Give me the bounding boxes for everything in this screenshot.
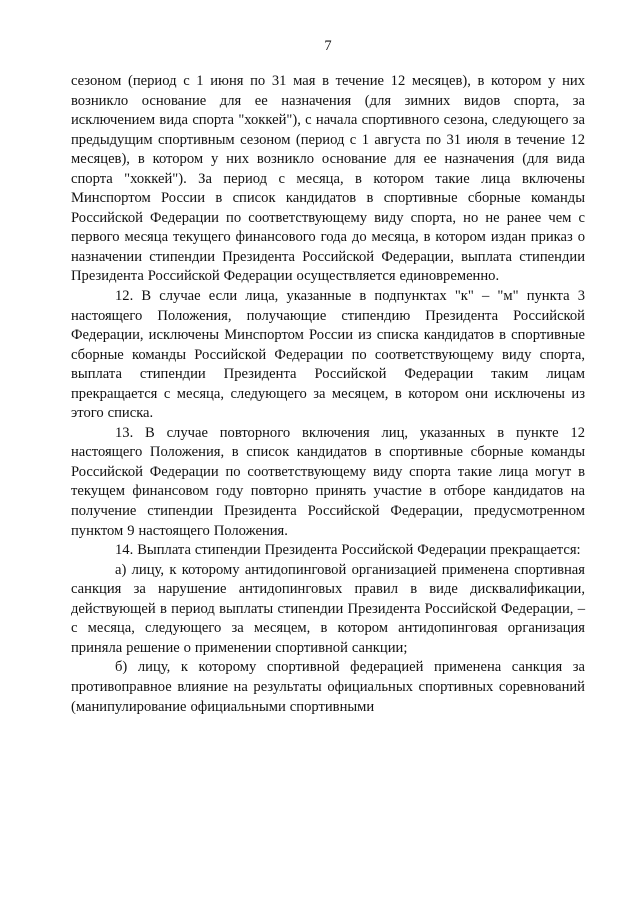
paragraph-clause-14: 14. Выплата стипендии Президента Российской Федерации прекращается:	[115, 542, 581, 559]
paragraph-clause-12: 12. В случае если лица, указанные в подпунктах "к" – "м" пункта 3 настоящего Положения, получающие стипендию Президента Российской Федерации, исключены Минспортом России из списка кандидатов в спортивные сборные команды Российской Федерации по соответствующему виду спорта, выплата стипендии Президента Российской Федерации таким лицам прекращается с месяца, следующего за месяцем, в котором они исключены из этого списка.	[71, 288, 585, 422]
page-number: 7	[324, 38, 332, 54]
paragraph-clause-13: 13. В случае повторного включения лиц, указанных в пункте 12 настоящего Положения, в список кандидатов в спортивные сборные команды Российской Федерации по соответствующему виду спорта такие лица могут в текущем финансовом году повторно принять участие в отборе кандидатов на получение стипендии Президента Российской Федерации, предусмотренном пунктом 9 настоящего Положения.	[71, 424, 585, 539]
paragraph-continuation: сезоном (период с 1 июня по 31 мая в течение 12 месяцев), в котором у них возникло основание для ее назначения (для зимних видов спорта, за исключением вида спорта "хоккей"), с начала спортивного сезона, следующего за предыдущим спортивным сезоном (период с 1 августа по 31 июля в течение 12 месяцев), в котором у них возникло основание для ее назначения (для вида спорта "хоккей"). За период с месяца, в котором такие лица включены Минспортом России в список кандидатов в спортивные сборные команды Российской Федерации по соответствующему виду спорта, но не ранее чем с первого месяца текущего финансового года до месяца, в котором издан приказ о назначении стипендии Президента Российской Федерации, выплата стипендии Президента Российской Федерации осуществляется единовременно.	[71, 73, 585, 285]
paragraph-subclause-a: а) лицу, к которому антидопинговой организацией применена спортивная санкция за нарушение антидопинговых правил в виде дисквалификации, действующей в период выплаты стипендии Президента Российской Федерации, – с месяца, следующего за месяцем, в котором антидопинговая организация приняла решение о применении спортивной санкции;	[71, 561, 585, 656]
paragraph-subclause-b: б) лицу, к которому спортивной федерацией применена санкция за противоправное влияние на результаты официальных спортивных соревнований (манипулирование официальными спортивными	[71, 659, 585, 715]
